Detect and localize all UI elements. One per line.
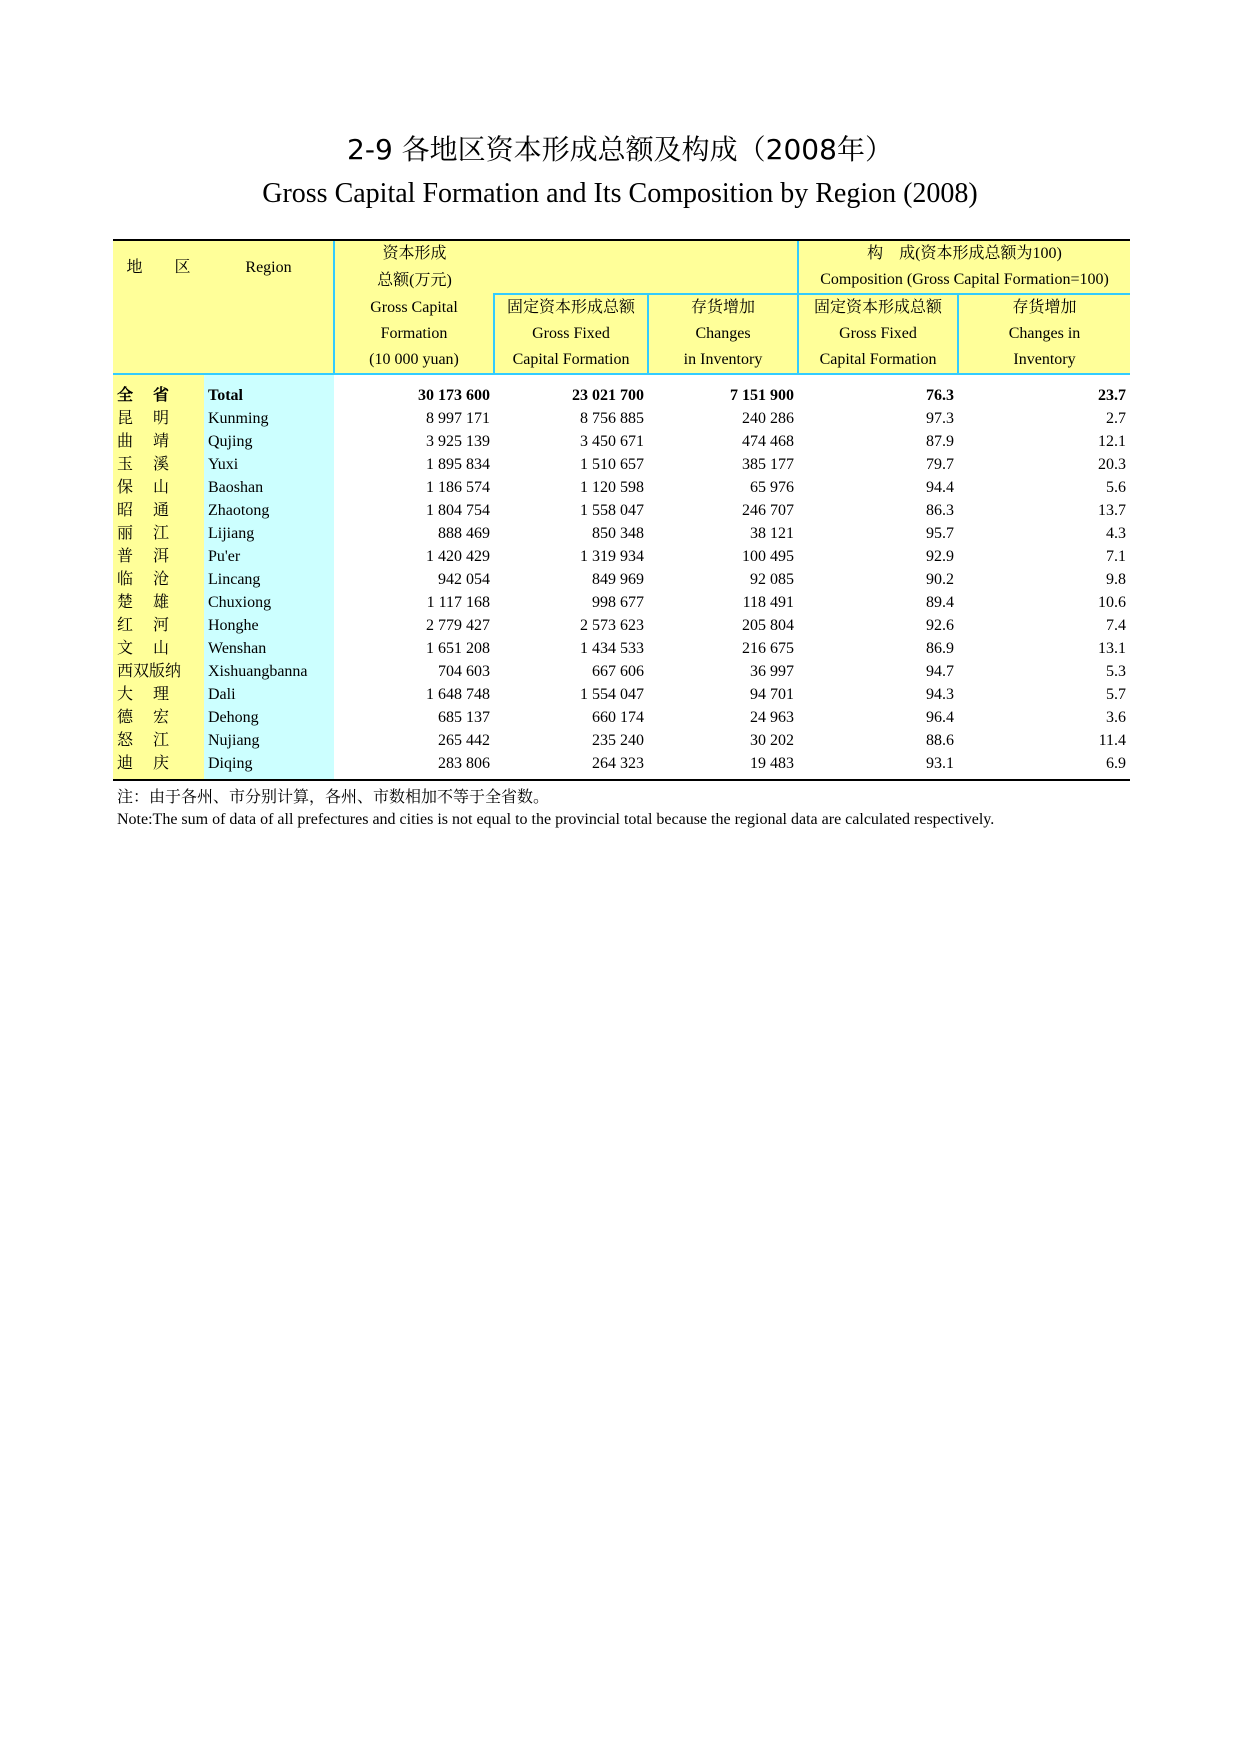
region-name-en: Pu'er	[204, 545, 334, 568]
page-title-cn: 2-9 各地区资本形成总额及构成（2008年）	[347, 133, 893, 166]
region-en-header: Region	[204, 240, 334, 294]
region-name-en: Wenshan	[204, 637, 334, 660]
region-name-en: Lincang	[204, 568, 334, 591]
inventory-change-value: 385 177	[742, 456, 794, 473]
region-name-cn: 丽 江	[113, 522, 204, 545]
region-name-en: Baoshan	[204, 476, 334, 499]
page-title-en: Gross Capital Formation and Its Composition by Region (2008)	[262, 178, 978, 209]
composition-gfcf-value: 94.4	[926, 479, 954, 496]
composition-gfcf-value: 76.3	[926, 387, 954, 404]
composition-inventory-value: 9.8	[1106, 571, 1127, 588]
inventory-change-value: 100 495	[742, 548, 794, 565]
gross-fixed-capital-value: 3 450 671	[580, 433, 644, 450]
gross-capital-formation-value: 1 186 574	[426, 479, 490, 496]
composition-gfcf-value: 92.9	[926, 548, 954, 565]
table-row	[113, 407, 1130, 430]
gross-fixed-capital-value: 1 434 533	[580, 640, 644, 657]
region-name-cn: 昭 通	[113, 499, 204, 522]
gross-fixed-capital-value: 1 558 047	[580, 502, 644, 519]
table-row	[113, 476, 1130, 499]
gross-capital-formation-value: 1 648 748	[426, 686, 490, 703]
table-row	[113, 522, 1130, 545]
gross-fixed-capital-value: 660 174	[592, 709, 644, 726]
inventory-change-value: 36 997	[750, 663, 794, 680]
gross-fixed-capital-value: 1 120 598	[580, 479, 644, 496]
table-body	[113, 374, 1130, 780]
region-name-cn: 德 宏	[113, 706, 204, 729]
gross-fixed-capital-value: 849 969	[592, 571, 644, 588]
composition-inventory-value: 5.3	[1106, 663, 1127, 680]
gross-fixed-capital-value: 8 756 885	[580, 410, 644, 427]
inventory-change-value: 24 963	[750, 709, 794, 726]
region-name-en: Diqing	[204, 752, 334, 780]
composition-gfcf-value: 94.7	[926, 663, 954, 680]
gross-capital-formation-value: 1 804 754	[426, 502, 490, 519]
region-name-cn: 临 沧	[113, 568, 204, 591]
inventory-change-value: 7 151 900	[730, 387, 794, 404]
table-row	[113, 706, 1130, 729]
composition-inventory-value: 4.3	[1106, 525, 1127, 542]
composition-inventory-value: 7.1	[1106, 548, 1127, 565]
inventory-change-value: 474 468	[742, 433, 794, 450]
composition-gfcf-value: 95.7	[926, 525, 954, 542]
gross-fixed-capital-value: 667 606	[592, 663, 644, 680]
inventory-change-value: 240 286	[742, 410, 794, 427]
region-header-spacer	[113, 294, 334, 374]
gross-fixed-capital-value: 2 573 623	[580, 617, 644, 634]
inventory-change-value: 19 483	[648, 752, 798, 780]
region-name-cn: 玉 溪	[113, 453, 204, 476]
table-row	[113, 614, 1130, 637]
composition-inventory-value: 5.7	[1106, 686, 1127, 703]
composition-inventory-value: 6.9	[958, 752, 1130, 780]
gcf-header-en: Gross Capital Formation (10 000 yuan)	[334, 294, 494, 374]
gross-fixed-capital-value: 23 021 700	[572, 387, 644, 404]
composition-inventory-value: 2.7	[1106, 410, 1127, 427]
gross-capital-formation-value: 2 779 427	[426, 617, 490, 634]
composition-gfcf-value: 97.3	[926, 410, 954, 427]
region-name-en: Xishuangbanna	[204, 660, 334, 683]
table-row	[113, 591, 1130, 614]
region-name-cn: 曲 靖	[113, 430, 204, 453]
region-name-cn: 楚 雄	[113, 591, 204, 614]
gross-capital-formation-value: 283 806	[334, 752, 494, 780]
composition-inventory-header: 存货增加 Changes in Inventory	[958, 294, 1130, 374]
table-row	[113, 384, 1130, 407]
composition-inventory-value: 12.1	[1098, 433, 1127, 450]
region-name-en: Qujing	[204, 430, 334, 453]
inventory-change-value: 30 202	[750, 732, 794, 749]
composition-inventory-value: 11.4	[1098, 732, 1127, 749]
gross-fixed-capital-value: 850 348	[592, 525, 644, 542]
table-row	[113, 568, 1130, 591]
inventory-header: 存货增加 Changes in Inventory	[648, 294, 798, 374]
gross-capital-formation-value: 8 997 171	[426, 410, 490, 427]
inventory-change-value: 118 491	[742, 594, 794, 611]
inventory-change-value: 216 675	[742, 640, 794, 657]
gross-capital-formation-value: 30 173 600	[418, 387, 490, 404]
table-row	[113, 683, 1130, 706]
inventory-change-value: 65 976	[750, 479, 794, 496]
gross-capital-formation-value: 888 469	[438, 525, 490, 542]
gross-capital-formation-value: 1 420 429	[426, 548, 490, 565]
table-row	[113, 660, 1130, 683]
region-cn-header: 地 区	[113, 240, 204, 294]
gross-capital-formation-value: 3 925 139	[426, 433, 490, 450]
region-name-cn: 怒 江	[113, 729, 204, 752]
composition-header-cn: 构 成(资本形成总额为100)	[798, 240, 1130, 267]
region-name-cn: 文 山	[113, 637, 204, 660]
composition-gfcf-value: 86.9	[926, 640, 954, 657]
composition-inventory-value: 5.6	[1106, 479, 1127, 496]
footnote-cn: 注：由于各州、市分别计算，各州、市数相加不等于全省数。	[117, 789, 550, 806]
inventory-change-value: 94 701	[750, 686, 794, 703]
composition-gfcf-value: 88.6	[926, 732, 954, 749]
gross-fixed-capital-value: 1 319 934	[580, 548, 644, 565]
composition-inventory-value: 23.7	[1098, 387, 1127, 404]
gross-capital-formation-value: 704 603	[438, 663, 490, 680]
gcf-header-cn-1: 资本形成	[334, 240, 494, 267]
region-name-cn: 迪 庆	[113, 752, 204, 780]
region-name-en: Chuxiong	[204, 591, 334, 614]
table-row	[113, 752, 1130, 780]
composition-gfcf-value: 89.4	[926, 594, 954, 611]
table-row	[113, 729, 1130, 752]
inventory-change-value: 246 707	[742, 502, 794, 519]
region-name-cn: 西双版纳	[113, 660, 204, 683]
gross-fixed-capital-value: 998 677	[592, 594, 644, 611]
gross-fixed-capital-value: 264 323	[494, 752, 648, 780]
table-row	[113, 637, 1130, 660]
table-row	[113, 430, 1130, 453]
composition-gfcf-value: 87.9	[926, 433, 954, 450]
region-name-en: Total	[204, 384, 334, 407]
region-name-cn: 保 山	[113, 476, 204, 499]
region-name-en: Dehong	[204, 706, 334, 729]
region-name-cn: 昆 明	[113, 407, 204, 430]
composition-header-en: Composition (Gross Capital Formation=100)	[798, 267, 1130, 294]
gross-capital-formation-value: 1 117 168	[426, 594, 490, 611]
table-row	[113, 545, 1130, 568]
gross-capital-formation-value: 1 651 208	[426, 640, 490, 657]
table-header	[113, 240, 1130, 374]
gross-capital-formation-value: 942 054	[438, 571, 490, 588]
gross-capital-formation-value: 1 895 834	[426, 456, 490, 473]
composition-inventory-value: 7.4	[1106, 617, 1127, 634]
gross-fixed-capital-value: 1 510 657	[580, 456, 644, 473]
table-row	[113, 499, 1130, 522]
composition-gfcf-value: 93.1	[798, 752, 958, 780]
capital-formation-table	[113, 239, 1130, 781]
region-name-en: Kunming	[204, 407, 334, 430]
region-name-cn: 普 洱	[113, 545, 204, 568]
composition-inventory-value: 3.6	[1106, 709, 1127, 726]
inventory-change-value: 205 804	[742, 617, 794, 634]
composition-gfcf-value: 94.3	[926, 686, 954, 703]
inventory-change-value: 38 121	[750, 525, 794, 542]
region-name-en: Lijiang	[204, 522, 334, 545]
composition-gfcf-value: 92.6	[926, 617, 954, 634]
region-name-cn: 红 河	[113, 614, 204, 637]
composition-gfcf-header: 固定资本形成总额 Gross Fixed Capital Formation	[798, 294, 958, 374]
region-name-en: Honghe	[204, 614, 334, 637]
region-name-cn: 大 理	[113, 683, 204, 706]
composition-gfcf-value: 79.7	[926, 456, 954, 473]
gross-fixed-capital-value: 1 554 047	[580, 686, 644, 703]
region-name-en: Zhaotong	[204, 499, 334, 522]
region-name-cn: 全 省	[113, 384, 204, 407]
gfcf-header: 固定资本形成总额 Gross Fixed Capital Formation	[494, 294, 648, 374]
composition-gfcf-value: 90.2	[926, 571, 954, 588]
composition-inventory-value: 13.7	[1098, 502, 1127, 519]
region-name-en: Yuxi	[204, 453, 334, 476]
inventory-change-value: 92 085	[750, 571, 794, 588]
composition-inventory-value: 10.6	[1098, 594, 1127, 611]
gcf-header-cn-2: 总额(万元)	[334, 267, 494, 294]
composition-gfcf-value: 96.4	[926, 709, 954, 726]
gross-capital-formation-value: 265 442	[438, 732, 490, 749]
gross-fixed-capital-value: 235 240	[592, 732, 644, 749]
composition-inventory-value: 20.3	[1098, 456, 1127, 473]
footnote-en: Note:The sum of data of all prefectures and cities is not equal to the provincial total because the regional data are calculated respectively.	[117, 811, 995, 828]
table-row	[113, 453, 1130, 476]
region-name-en: Dali	[204, 683, 334, 706]
composition-gfcf-value: 86.3	[926, 502, 954, 519]
gross-capital-formation-value: 685 137	[438, 709, 490, 726]
composition-inventory-value: 13.1	[1098, 640, 1127, 657]
region-name-en: Nujiang	[204, 729, 334, 752]
